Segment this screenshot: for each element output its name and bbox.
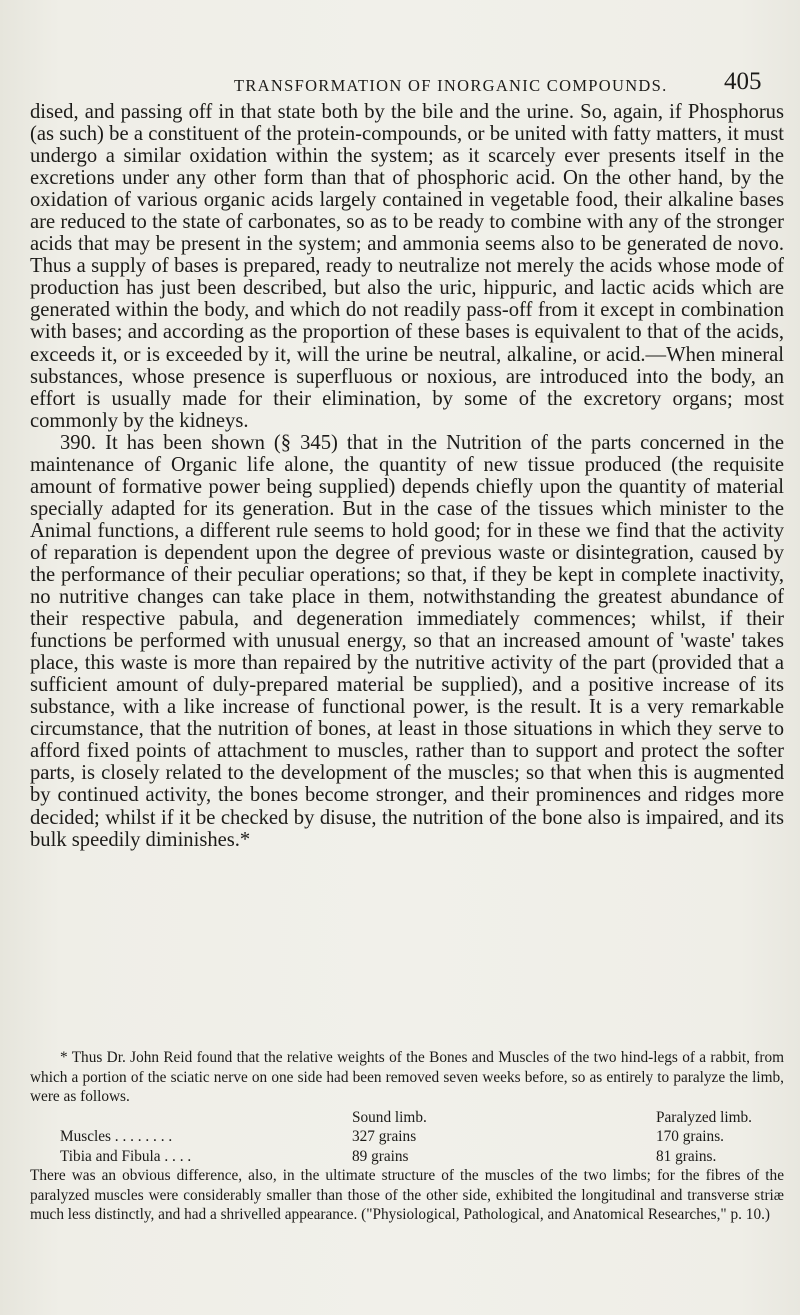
table-header-cell bbox=[30, 1107, 300, 1128]
footnote bbox=[30, 1048, 784, 1225]
table-cell-sound: 327 grains bbox=[352, 1128, 417, 1145]
footnote-conclusion: There was an obvious difference, also, in the ultimate structure of the muscles of the two limbs; for the fibres of the paralyzed muscles were considerably smaller than those of the other side, exhibited the longitudinal and transverse striæ much less distinctly, and had a shrivelled appearance. ("Physiological, Pathological, and Anatomical Researches," p. 10.) bbox=[30, 1167, 784, 1223]
page-number: 405 bbox=[724, 68, 762, 95]
running-head bbox=[0, 68, 800, 98]
table-row bbox=[30, 1147, 752, 1167]
footnote-table bbox=[30, 1107, 752, 1167]
table-cell-label: Tibia and Fibula . . . . bbox=[60, 1147, 192, 1165]
paragraph-390: 390. It has been shown (§ 345) that in the Nutrition of the parts concerned in the maintenance of Organic life alone, the quantity of new tissue produced (the requisite amount of formative power being supplied) depends chiefly upon the quantity of material specially adapted for its generation. But in the case of the tissues which minister to the Animal functions, a different rule seems to hold good; for in these we find that the activity of reparation is dependent upon the degree of previous waste or disintegration, caused by the performance of their peculiar operations; so that, if they be kept in complete inactivity, no nutritive changes can take place in them, notwithstanding the greatest abundance of their respective pabula, and degeneration immediately commences; whilst, if their functions be performed with unusual energy, so that an increased amount of 'waste' takes place, this waste is more than repaired by the nutritive activity of the part (provided that a sufficient amount of duly-prepared material be supplied), and a positive increase of its substance, with a like increase of functional power, is the result. It is a very remarkable circumstance, that the nutrition of bones, at least in those situations in which they serve to afford fixed points of attachment to muscles, rather than to support and protect the softer parts, is closely related to the development of the muscles; so that when this is augmented by continued activity, the bones become stronger, and their prominences and ridges more decided; whilst if it be checked by disuse, the nutrition of the bone also is impaired, and its bulk speedily diminishes.* bbox=[30, 431, 784, 851]
table-row bbox=[30, 1127, 752, 1147]
footnote-intro: * Thus Dr. John Reid found that the relative weights of the Bones and Muscles of the two hind-legs of a rabbit, from which a portion of the sciatic nerve on one side had been removed seven weeks before, so as entirely to paralyze the limb, were as follows. bbox=[30, 1049, 784, 1105]
body-text bbox=[30, 101, 784, 851]
table-header-sound-limb: Sound limb. bbox=[352, 1108, 427, 1126]
table-cell-label: Muscles . . . . . . . . bbox=[60, 1128, 173, 1145]
footnote-table-header bbox=[30, 1107, 752, 1128]
table-cell-paralyzed: 81 grains. bbox=[656, 1147, 717, 1165]
table-cell-paralyzed: 170 grains. bbox=[656, 1128, 724, 1145]
paragraph-continuation: dised, and passing off in that state both by the bile and the urine. So, again, if Phosphorus (as such) be a constituent of the protein-compounds, or be united with fatty matters, it must undergo a similar oxidation within the system; as it scarcely ever presents itself in the excretions under any other form than that of phosphoric acid. On the other hand, by the oxidation of various organic acids largely contained in vegetable food, their alkaline bases are reduced to the state of carbonates, so as to be ready to combine with any of the stronger acids that may be present in the system; and ammonia seems also to be generated de novo. Thus a supply of bases is prepared, ready to neutralize not merely the acids whose mode of production has just been described, but also the uric, hippuric, and lactic acids which are generated within the body, and which do not readily pass-off from it except in combination with bases; and according as the proportion of these bases is equivalent to that of the acids, exceeds it, or is exceeded by it, will the urine be neutral, alkaline, or acid.—When mineral substances, whose presence is superfluous or noxious, are introduced into the body, an effort is usually made for their elimination, by some of the excretory organs; most commonly by the kidneys. bbox=[30, 101, 784, 432]
table-header-paralyzed-limb: Paralyzed limb. bbox=[656, 1108, 753, 1126]
running-title: TRANSFORMATION OF INORGANIC COMPOUNDS. bbox=[234, 76, 668, 95]
table-cell-sound: 89 grains bbox=[352, 1147, 409, 1165]
